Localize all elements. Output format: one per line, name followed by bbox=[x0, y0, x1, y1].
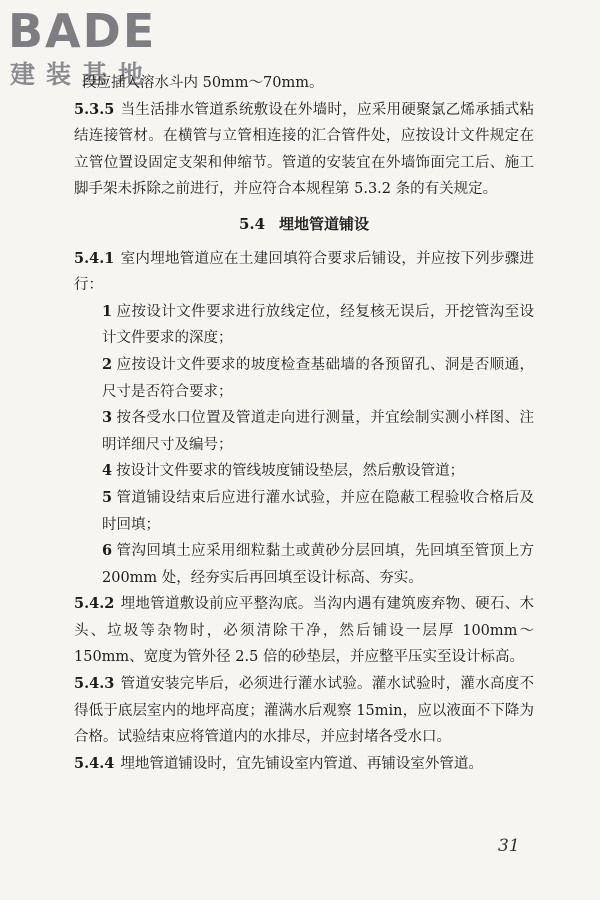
list-item bbox=[74, 405, 534, 458]
clause-5-4-2 bbox=[74, 591, 534, 671]
logo-wordmark: BADE bbox=[8, 4, 157, 58]
logo-subtitle: 建装基地 bbox=[10, 60, 155, 89]
clause-text: 埋地管道铺设时，宜先铺设室内管道、再铺设室外管道。 bbox=[120, 755, 483, 772]
clause-number: 5.4.3 bbox=[74, 675, 115, 693]
list-item bbox=[74, 485, 534, 538]
item-number: 5 bbox=[102, 488, 113, 506]
item-number: 3 bbox=[102, 409, 113, 427]
clause-5-4-4 bbox=[74, 751, 534, 778]
list-item bbox=[74, 352, 534, 405]
list-item bbox=[74, 538, 534, 591]
section-title: 埋地管道铺设 bbox=[279, 214, 370, 233]
clause-text: 室内埋地管道应在土建回填符合要求后铺设，并应按下列步骤进行： bbox=[74, 250, 534, 294]
list-item bbox=[74, 299, 534, 352]
clause-5-3-5 bbox=[74, 97, 534, 203]
clause-text: 管道安装完毕后，必须进行灌水试验。灌水试验时，灌水高度不得低于底层室内的地坪高度；灌满水后观察 15min，应以液面不下降为合格。试验结束应将管道内的水排尽，并应封堵各受水口。 bbox=[74, 676, 534, 746]
clause-number: 5.4.4 bbox=[74, 754, 115, 772]
item-text: 应按设计文件要求的坡度检查基础墙的各预留孔、洞是否顺通，尺寸是否符合要求； bbox=[102, 356, 534, 400]
clause-5-4-3 bbox=[74, 671, 534, 751]
clause-5-4-1 bbox=[74, 246, 534, 299]
item-number: 1 bbox=[102, 302, 113, 320]
document-page bbox=[74, 70, 534, 777]
item-number: 6 bbox=[102, 542, 113, 560]
clause-number: 5.4.1 bbox=[74, 249, 115, 267]
clause-text: 埋地管道敷设前应平整沟底。当沟内遇有建筑废弃物、硬石、木头、垃圾等杂物时，必须清除干净，然后铺设一层厚 100mm～150mm、宽度为管外径 2.5 倍的砂垫层，并应整平压实至设计标高。 bbox=[74, 596, 534, 666]
item-text: 按各受水口位置及管道走向进行测量，并宜绘制实测小样图、注明详细尺寸及编号； bbox=[102, 410, 534, 453]
clause-number: 5.4.2 bbox=[74, 595, 115, 613]
clause-text: 当生活排水管道系统敷设在外墙时，应采用硬聚氯乙烯承插式粘结连接管材。在横管与立管相连接的汇合管件处，应按设计文件规定在立管位置设固定支架和伸缩节。管道的安装宜在外墙饰面完工后、施工脚手架未拆除之前进行，并应符合本规程第 5.3.2 条的有关规定。 bbox=[74, 101, 534, 198]
item-text: 管沟回填土应采用细粒黏土或黄砂分层回填，先回填至管顶上方 200mm 处，经夯实后再回填至设计标高、夯实。 bbox=[102, 543, 534, 586]
item-number: 4 bbox=[102, 462, 113, 480]
section-heading bbox=[74, 211, 534, 238]
item-text: 按设计文件要求的管线坡度铺设垫层，然后敷设管道； bbox=[116, 463, 465, 480]
page-number: 31 bbox=[498, 836, 520, 856]
top-fragment: 段应插入溶水斗内 50mm～70mm。 bbox=[82, 75, 324, 91]
item-number: 2 bbox=[102, 355, 113, 373]
list-item bbox=[74, 458, 534, 485]
clause-number: 5.3.5 bbox=[74, 100, 115, 118]
section-number: 5.4 bbox=[238, 214, 266, 233]
item-text: 管道铺设结束后应进行灌水试验，并应在隐蔽工程验收合格后及时回填； bbox=[102, 489, 534, 533]
item-text: 应按设计文件要求进行放线定位，经复核无误后，开挖管沟至设计文件要求的深度； bbox=[102, 303, 534, 347]
